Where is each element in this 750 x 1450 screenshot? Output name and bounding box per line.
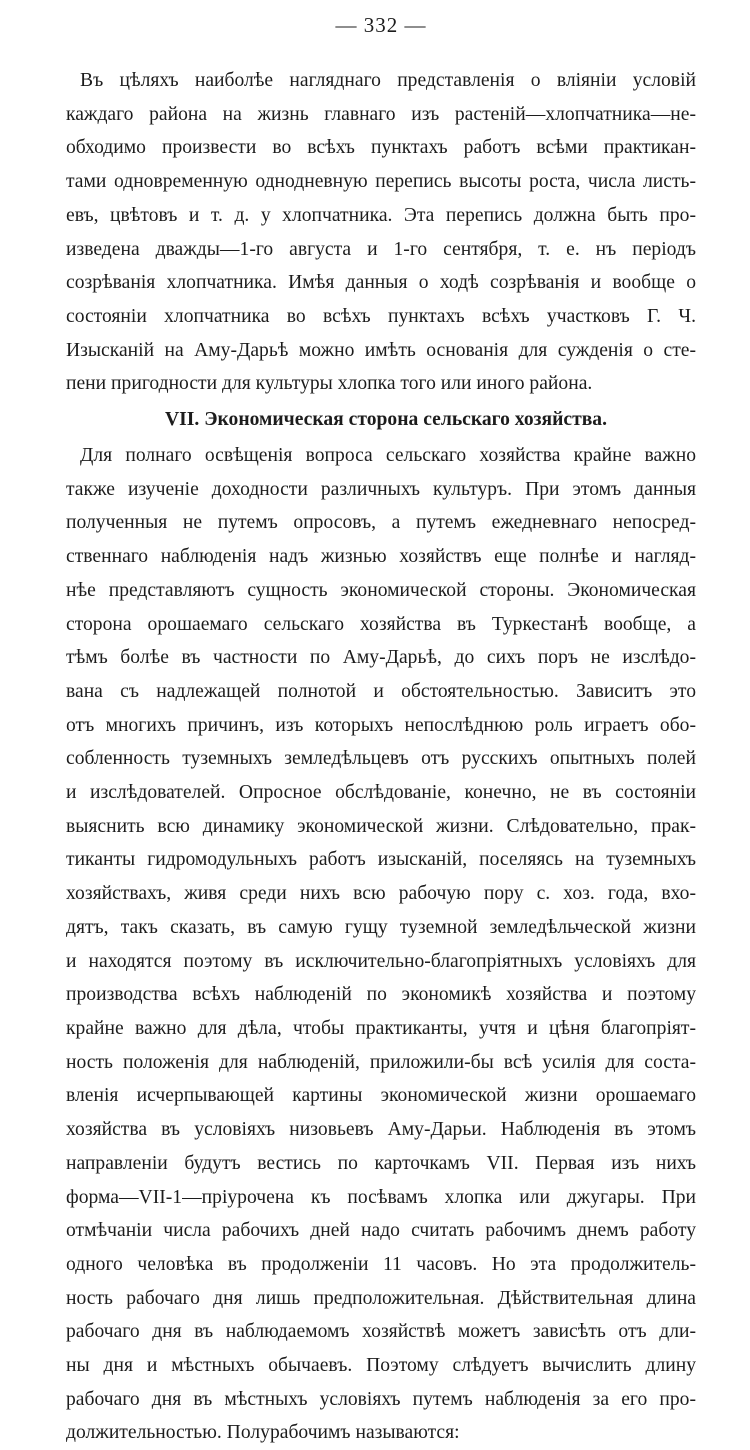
text-line: нѣе представляютъ сущность экономической стороны. Экономическая — [66, 579, 696, 601]
section-heading: VII. Экономическая сторона сельскаго хозяйства. — [165, 409, 607, 431]
text-line: полученныя не путемъ опросовъ, а путемъ ежедневнаго непосред- — [66, 512, 696, 534]
text-line: тиканты гидромодульныхъ работъ изысканій, поселяясь на туземныхъ — [66, 849, 696, 871]
text-line: крайне важно для дѣла, чтобы практиканты, учтя и цѣня благопріят- — [66, 1017, 696, 1039]
text-line: обходимо произвести во всѣхъ пунктахъ работъ всѣми практикан- — [66, 137, 696, 159]
text-line: одного человѣка въ продолженіи 11 часовъ. Но эта продолжитель- — [66, 1253, 696, 1275]
text-line: и изслѣдователей. Опросное обслѣдованіе, конечно, не въ состояніи — [66, 782, 696, 804]
text-line: ность положенія для наблюденій, приложили-бы всѣ усилія для соста- — [66, 1051, 696, 1073]
text-line: ны дня и мѣстныхъ обычаевъ. Поэтому слѣдуетъ вычислить длину — [66, 1355, 696, 1377]
text-line: направленіи будутъ вестись по карточкамъ VII. Первая изъ нихъ — [66, 1152, 696, 1174]
text-line: тами одновременную однодневную перепись высоты роста, числа листь- — [66, 171, 696, 193]
text-line: производства всѣхъ наблюденій по экономикѣ хозяйства и поэтому — [66, 984, 696, 1006]
text-line: должительностью. Полурабочимъ называются: — [66, 1422, 460, 1444]
document-page — [66, 10, 696, 1450]
text-line: вленія исчерпывающей картины экономической жизни орошаемаго — [66, 1085, 696, 1107]
paragraph-economics — [66, 439, 696, 1450]
text-line: рабочаго дня въ мѣстныхъ условіяхъ путемъ наблюденія за его про- — [66, 1388, 696, 1410]
text-line: Изысканій на Аму-Дарьѣ можно имѣть основанія для сужденія о сте- — [66, 339, 696, 361]
text-line: дятъ, такъ сказать, въ самую гущу туземной земледѣльческой жизни — [66, 916, 696, 938]
text-line: ность рабочаго дня лишь предположительная. Дѣйствительная длина — [66, 1287, 696, 1309]
paragraph-census — [66, 64, 696, 401]
text-line: тѣмъ болѣе въ частности по Аму-Дарьѣ, до сихъ поръ не изслѣдо- — [66, 647, 696, 669]
text-line: отмѣчаніи числа рабочихъ дней надо считать рабочимъ днемъ работу — [66, 1220, 696, 1242]
text-line: изведена дважды—1-го августа и 1-го сентября, т. е. нъ періодъ — [66, 238, 696, 260]
text-line: сторона орошаемаго сельскаго хозяйства въ Туркестанѣ вообще, а — [66, 613, 696, 635]
text-line: каждаго района на жизнь главнаго изъ растеній—хлопчатника—не- — [66, 103, 696, 125]
text-line: ственнаго наблюденія надъ жизнью хозяйствъ еще полнѣе и нагляд- — [66, 546, 696, 568]
text-line: хозяйствахъ, живя среди нихъ всю рабочую пору с. хоз. года, вхо- — [66, 883, 696, 905]
text-line: хозяйства въ условіяхъ низовьевъ Аму-Дарьи. Наблюденія въ этомъ — [66, 1119, 696, 1141]
text-line: вана съ надлежащей полнотой и обстоятельностью. Зависитъ это — [66, 680, 696, 702]
text-line: Для полнаго освѣщенія вопроса сельскаго хозяйства крайне важно — [80, 445, 696, 467]
text-line: евъ, цвѣтовъ и т. д. у хлопчатника. Эта перепись должна быть про- — [66, 204, 696, 226]
text-line: рабочаго дня въ наблюдаемомъ хозяйствѣ можетъ зависѣть отъ дли- — [66, 1321, 696, 1343]
text-line: Въ цѣляхъ наиболѣе нагляднаго представленія о вліяніи условій — [80, 70, 696, 91]
text-line: выяснить всю динамику экономической жизни. Слѣдовательно, прак- — [66, 815, 696, 837]
text-line: состояніи хлопчатника во всѣхъ пунктахъ всѣхъ участковъ Г. Ч. — [66, 305, 696, 327]
text-line: и находятся поэтому въ исключительно-благопріятныхъ условіяхъ для — [66, 950, 696, 972]
text-line: отъ многихъ причинъ, изъ которыхъ непослѣднюю роль играетъ обо- — [66, 714, 696, 736]
text-line: собленность туземныхъ земледѣльцевъ отъ русскихъ опытныхъ полей — [66, 748, 696, 770]
page-number: — 332 — — [335, 13, 427, 37]
text-line: форма—VII-1—пріурочена къ посѣвамъ хлопка или джугары. При — [66, 1186, 696, 1208]
text-line: пени пригодности для культуры хлопка того или иного района. — [66, 373, 593, 395]
text-line: созрѣванія хлопчатника. Имѣя данныя о ходѣ созрѣванія и вообще о — [66, 272, 696, 294]
text-line: также изученіе доходности различныхъ культуръ. При этомъ данныя — [66, 478, 696, 500]
